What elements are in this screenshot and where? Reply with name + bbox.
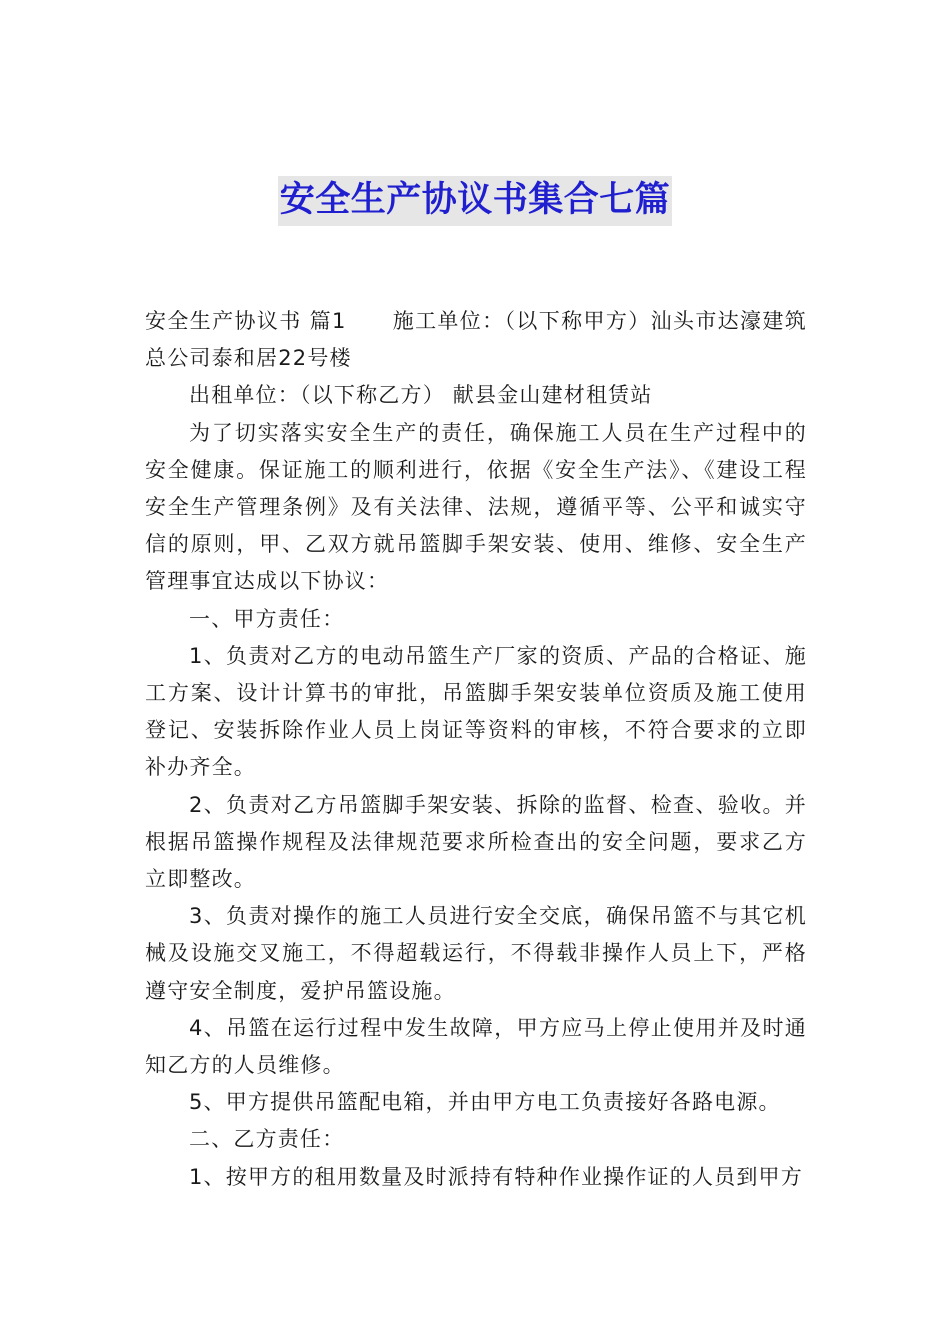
party-a-duty-5: 5、甲方提供吊篮配电箱，并由甲方电工负责接好各路电源。 <box>189 1090 781 1115</box>
party-b-paragraph: 出租单位：（以下称乙方） 献县金山建材租赁站 <box>189 383 653 408</box>
section-label: 安全生产协议书 篇1 <box>145 309 347 333</box>
party-b-duty-1: 1、按甲方的租用数量及时派持有特种作业操作证的人员到甲方 <box>189 1164 803 1189</box>
heading-party-b-duties: 二、乙方责任： <box>189 1127 345 1152</box>
party-a-duty-2: 2、负责对乙方吊篮脚手架安装、拆除的监督、检查、验收。并根据吊篮操作规程及法律规范要求所检查出的安全问题，要求乙方立即整改。 <box>145 792 807 892</box>
document-title: 安全生产协议书集合七篇 <box>278 176 673 226</box>
party-a-text: 施工单位：（以下称甲方）汕头市达濠建筑总公司泰和居22号楼 <box>145 309 807 371</box>
intro-paragraph <box>145 303 807 377</box>
title-container <box>0 176 950 226</box>
document-body <box>145 303 807 1196</box>
heading-party-a-duties: 一、甲方责任： <box>189 606 345 631</box>
preamble-paragraph: 为了切实落实安全生产的责任，确保施工人员在生产过程中的安全健康。保证施工的顺利进行，依据《安全生产法》、《建设工程安全生产管理条例》及有关法律、法规，遵循平等、公平和诚实守信的原则，甲、乙双方就吊篮脚手架安装、使用、维修、安全生产管理事宜达成以下协议： <box>145 420 807 594</box>
party-a-duty-1: 1、负责对乙方的电动吊篮生产厂家的资质、产品的合格证、施工方案、设计计算书的审批，吊篮脚手架安装单位资质及施工使用登记、安装拆除作业人员上岗证等资料的审核，不符合要求的立即补办齐全。 <box>145 643 807 780</box>
party-a-duty-3: 3、负责对操作的施工人员进行安全交底，确保吊篮不与其它机械及设施交叉施工，不得超载运行，不得载非操作人员上下，严格遵守安全制度，爱护吊篮设施。 <box>145 904 807 1003</box>
party-a-duty-4: 4、吊篮在运行过程中发生故障，甲方应马上停止使用并及时通知乙方的人员维修。 <box>145 1015 807 1078</box>
